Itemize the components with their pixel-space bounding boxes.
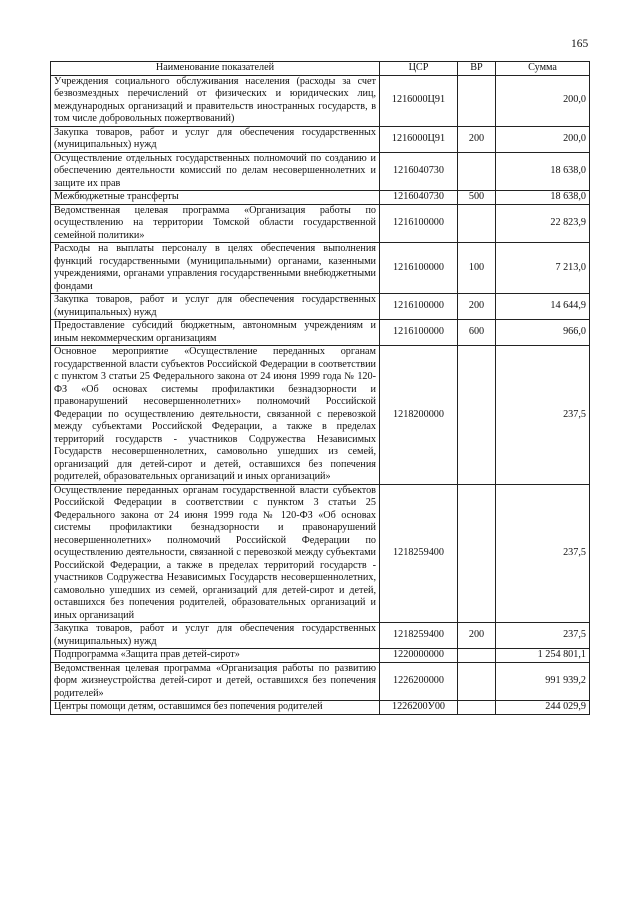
row-sum: 237,5: [496, 623, 590, 649]
table-row: [51, 152, 590, 191]
row-name: Подпрограмма «Защита прав детей-сирот»: [51, 649, 380, 663]
row-name: Закупка товаров, работ и услуг для обеспечения государственных (муниципальных) нужд: [51, 126, 380, 152]
row-vr: [458, 346, 496, 485]
row-csr: 1216100000: [380, 243, 458, 294]
row-csr: 1216040730: [380, 191, 458, 205]
table-body: [51, 75, 590, 714]
row-csr: 1218200000: [380, 346, 458, 485]
row-vr: 200: [458, 623, 496, 649]
table-header: [51, 62, 590, 76]
row-csr: 1216100000: [380, 320, 458, 346]
row-vr: [458, 75, 496, 126]
row-name: Предоставление субсидий бюджетным, автономным учреждениям и иным некоммерческим организациям: [51, 320, 380, 346]
row-vr: [458, 152, 496, 191]
row-name: Ведомственная целевая программа «Организация работы по осуществлению на территории Томской области государственной семейной политики»: [51, 204, 380, 243]
row-vr: [458, 649, 496, 663]
row-sum: 7 213,0: [496, 243, 590, 294]
table-row: [51, 320, 590, 346]
row-name: Основное мероприятие «Осуществление переданных органам государственной власти субъектов Российской Федерации в соответствии с пунктом 3 статьи 25 Федерального закона от 24 июня 1999 года № 120-ФЗ «Об основах системы профилактики безнадзорности и правонарушений несовершеннолетних» полномочий Российской Федерации по осуществлению деятельности, связанной с перевозкой между субъектами Российской Федерации, а также в пределах территорий государств - участников Содружества Независимых Государств несовершеннолетних, самовольно ушедших из семей, организаций для детей-сирот и детей, оставшихся без попечения родителей, образовательных организаций и иных организаций»: [51, 346, 380, 485]
row-sum: 237,5: [496, 484, 590, 623]
row-csr: 1218259400: [380, 484, 458, 623]
row-sum: 237,5: [496, 346, 590, 485]
table-row: [51, 243, 590, 294]
row-csr: 1226200У00: [380, 701, 458, 715]
row-name: Учреждения социального обслуживания населения (расходы за счет безвозмездных перечислений от физических и юридических лиц, международных организаций и правительств иностранных государств, в том числе добровольных пожертвований): [51, 75, 380, 126]
row-vr: 200: [458, 294, 496, 320]
row-csr: 1216100000: [380, 294, 458, 320]
row-sum: 14 644,9: [496, 294, 590, 320]
row-sum: 244 029,9: [496, 701, 590, 715]
row-vr: [458, 701, 496, 715]
row-csr: 1216100000: [380, 204, 458, 243]
row-name: Межбюджетные трансферты: [51, 191, 380, 205]
row-vr: [458, 662, 496, 701]
table-row: [51, 662, 590, 701]
row-sum: 22 823,9: [496, 204, 590, 243]
row-vr: [458, 484, 496, 623]
page-number: 165: [571, 38, 589, 50]
row-vr: 100: [458, 243, 496, 294]
row-sum: 18 638,0: [496, 191, 590, 205]
row-csr: 1216000Ц91: [380, 126, 458, 152]
header-sum: Сумма: [496, 62, 590, 76]
row-vr: 500: [458, 191, 496, 205]
row-name: Закупка товаров, работ и услуг для обеспечения государственных (муниципальных) нужд: [51, 623, 380, 649]
table-row: [51, 701, 590, 715]
row-csr: 1218259400: [380, 623, 458, 649]
row-name: Закупка товаров, работ и услуг для обеспечения государственных (муниципальных) нужд: [51, 294, 380, 320]
row-name: Центры помощи детям, оставшимся без попечения родителей: [51, 701, 380, 715]
row-sum: 966,0: [496, 320, 590, 346]
table-row: [51, 294, 590, 320]
row-csr: 1220000000: [380, 649, 458, 663]
row-sum: 991 939,2: [496, 662, 590, 701]
row-sum: 1 254 801,1: [496, 649, 590, 663]
table-row: [51, 204, 590, 243]
table-row: [51, 484, 590, 623]
row-name: Осуществление отдельных государственных полномочий по созданию и обеспечению деятельности комиссий по делам несовершеннолетних и защите их прав: [51, 152, 380, 191]
row-csr: 1226200000: [380, 662, 458, 701]
row-name: Ведомственная целевая программа «Организация работы по развитию форм жизнеустройства детей-сирот и детей, оставшихся без попечения родителей»: [51, 662, 380, 701]
header-name: Наименование показателей: [51, 62, 380, 76]
row-sum: 200,0: [496, 126, 590, 152]
row-sum: 200,0: [496, 75, 590, 126]
table-row: [51, 649, 590, 663]
row-name: Осуществление переданных органам государственной власти субъектов Российской Федерации в соответствии с пунктом 3 статьи 25 Федерального закона от 24 июня 1999 года № 120-ФЗ «Об основах системы профилактики безнадзорности и правонарушений несовершеннолетних» полномочий Российской Федерации по осуществлению деятельности, связанной с перевозкой между субъектами Российской Федерации, а также в пределах территорий государств - участников Содружества Независимых Государств несовершеннолетних, самовольно ушедших из семей, организаций для детей-сирот и детей, оставшихся без попечения родителей, образовательных организаций и иных организаций: [51, 484, 380, 623]
table-row: [51, 126, 590, 152]
table-row: [51, 623, 590, 649]
table-row: [51, 75, 590, 126]
row-sum: 18 638,0: [496, 152, 590, 191]
budget-table: [50, 61, 590, 715]
row-vr: [458, 204, 496, 243]
row-name: Расходы на выплаты персоналу в целях обеспечения выполнения функций государственными (муниципальными) органами, казенными учреждениями, органами управления государственными внебюджетными фондами: [51, 243, 380, 294]
row-csr: 1216040730: [380, 152, 458, 191]
row-csr: 1216000Ц91: [380, 75, 458, 126]
row-vr: 200: [458, 126, 496, 152]
table-row: [51, 191, 590, 205]
header-row: [51, 62, 590, 76]
row-vr: 600: [458, 320, 496, 346]
header-vr: ВР: [458, 62, 496, 76]
header-csr: ЦСР: [380, 62, 458, 76]
table-row: [51, 346, 590, 485]
